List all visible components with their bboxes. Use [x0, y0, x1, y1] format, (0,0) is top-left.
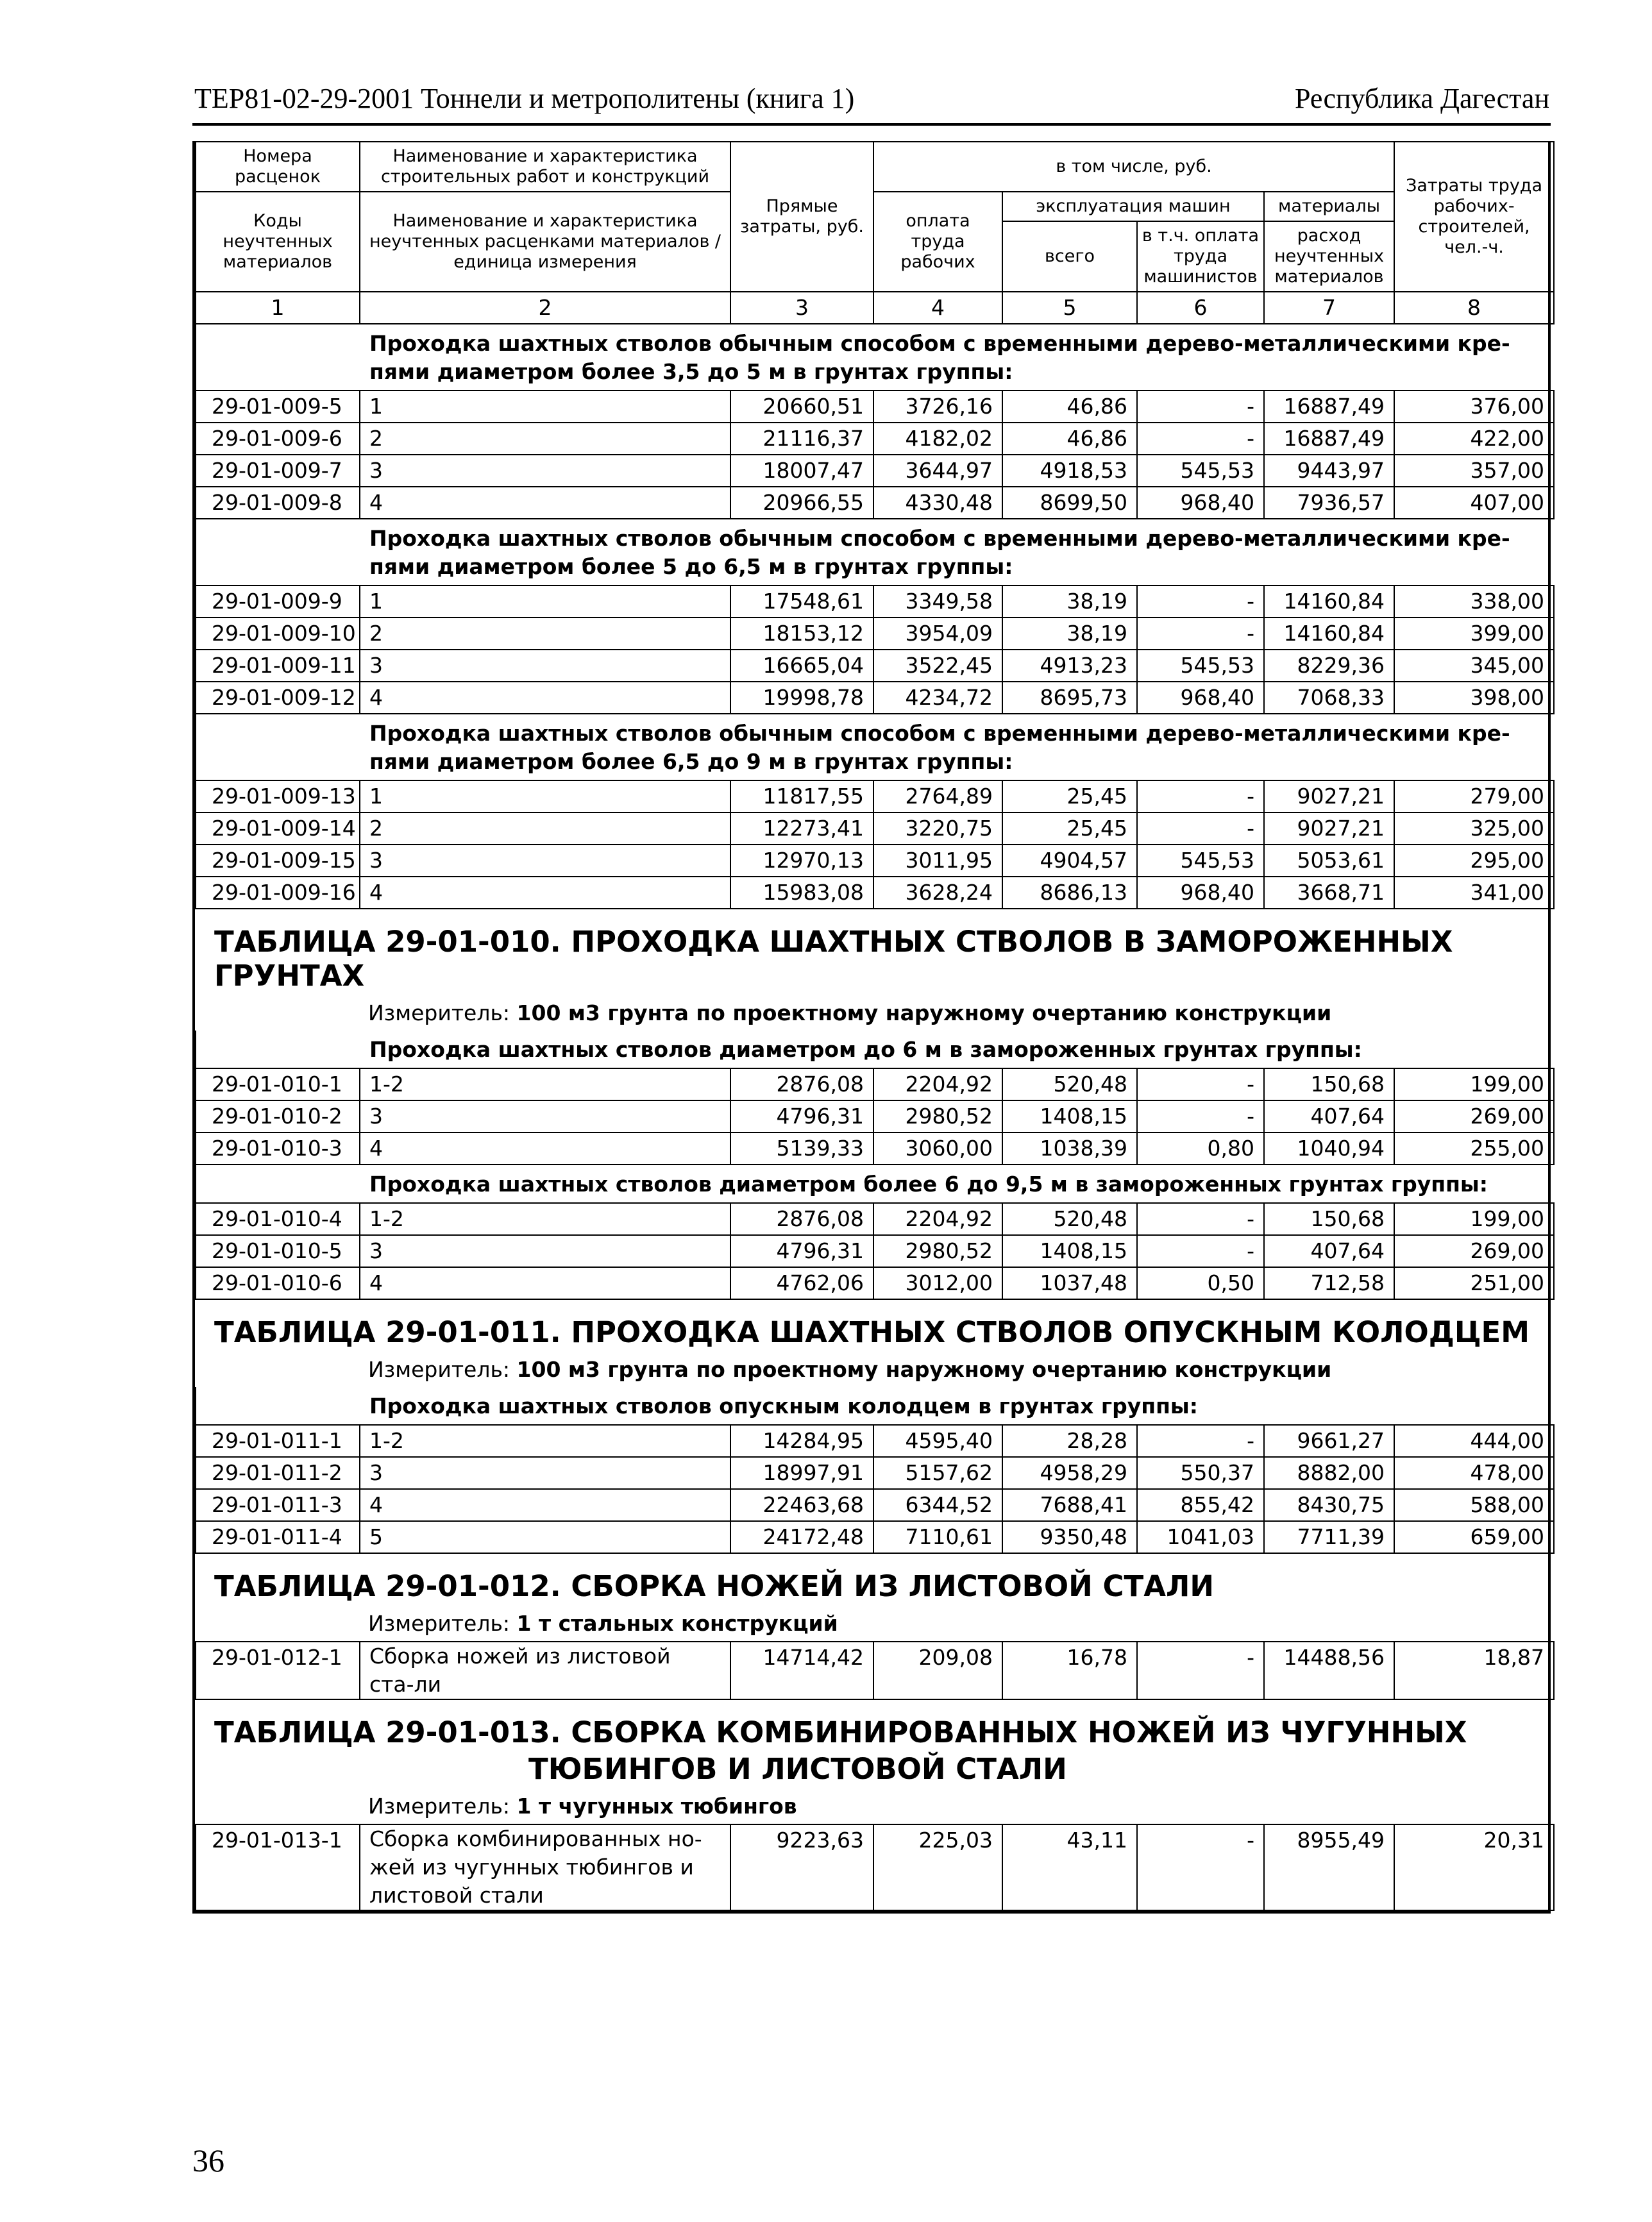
value-cell: 46,86 — [1002, 391, 1137, 423]
description-cell: 1 — [360, 585, 730, 618]
column-number: 6 — [1137, 292, 1264, 324]
rate-code-cell: 29-01-009-13 — [196, 780, 360, 812]
description-cell: 4 — [360, 682, 730, 714]
description-cell: 2 — [360, 618, 730, 650]
rate-code-cell: 29-01-011-4 — [196, 1521, 360, 1553]
value-cell: 46,86 — [1002, 423, 1137, 455]
value-cell: 7110,61 — [873, 1521, 1002, 1553]
table-013-title-line2: ТЮБИНГОВ И ЛИСТОВОЙ СТАЛИ — [528, 1752, 1067, 1786]
value-cell: 968,40 — [1137, 682, 1264, 714]
value-cell: 712,58 — [1264, 1267, 1394, 1299]
value-cell: 855,42 — [1137, 1489, 1264, 1521]
value-cell: 422,00 — [1394, 423, 1554, 455]
rate-code-cell: 29-01-009-6 — [196, 423, 360, 455]
rate-code-cell: 29-01-009-8 — [196, 487, 360, 519]
column-number: 4 — [873, 292, 1002, 324]
value-cell: 1408,15 — [1002, 1235, 1137, 1267]
value-cell: 295,00 — [1394, 845, 1554, 877]
document-body — [192, 141, 1551, 1914]
value-cell: 4595,40 — [873, 1425, 1002, 1457]
value-cell: 150,68 — [1264, 1068, 1394, 1100]
value-cell: 20966,55 — [730, 487, 873, 519]
value-cell: 0,80 — [1137, 1132, 1264, 1165]
section-heading: Проходка шахтных стволов обычным способом с временными дерево-металлическими кре-пями диаметром более 6,5 до 9 м в грунтах группы: — [195, 714, 1548, 780]
value-cell: 2764,89 — [873, 780, 1002, 812]
value-cell: 4796,31 — [730, 1100, 873, 1132]
header-rule — [192, 123, 1551, 126]
rate-code-cell: 29-01-009-15 — [196, 845, 360, 877]
table-row — [196, 1642, 1554, 1699]
value-cell: - — [1137, 585, 1264, 618]
value-cell: - — [1137, 1824, 1264, 1910]
col6-header: в т.ч. оплата труда машинистов — [1137, 221, 1264, 292]
value-cell: 8955,49 — [1264, 1824, 1394, 1910]
rate-code-cell: 29-01-009-5 — [196, 391, 360, 423]
rate-code-cell: 29-01-010-2 — [196, 1100, 360, 1132]
description-cell: 1 — [360, 780, 730, 812]
description-cell: 3 — [360, 1235, 730, 1267]
value-cell: 15983,08 — [730, 877, 873, 909]
value-cell: 17548,61 — [730, 585, 873, 618]
value-cell: 8430,75 — [1264, 1489, 1394, 1521]
value-cell: 376,00 — [1394, 391, 1554, 423]
value-cell: 2980,52 — [873, 1235, 1002, 1267]
description-cell: 3 — [360, 1100, 730, 1132]
table-013-title: ТАБЛИЦА 29-01-013. СБОРКА КОМБИНИРОВАННЫХ НОЖЕЙ ИЗ ЧУГУННЫХ — [214, 1715, 1467, 1749]
value-cell: 1408,15 — [1002, 1100, 1137, 1132]
table-row — [196, 1425, 1554, 1457]
section-heading: Проходка шахтных стволов диаметром до 6 м в замороженных грунтах группы: — [195, 1031, 1548, 1068]
column-number-row — [196, 292, 1554, 324]
table-010-measure: Измеритель: 100 м3 грунта по проектному наружному очертанию конструкции — [368, 1000, 1332, 1025]
value-cell: 1040,94 — [1264, 1132, 1394, 1165]
table-row — [196, 423, 1554, 455]
value-cell: 16887,49 — [1264, 391, 1394, 423]
materials-header: материалы — [1264, 192, 1394, 221]
value-cell: 444,00 — [1394, 1425, 1554, 1457]
value-cell: 16,78 — [1002, 1642, 1137, 1699]
table-row — [196, 1235, 1554, 1267]
rate-code-cell: 29-01-010-3 — [196, 1132, 360, 1165]
description-cell: 4 — [360, 1489, 730, 1521]
description-cell: 5 — [360, 1521, 730, 1553]
table-010-title: ТАБЛИЦА 29-01-010. ПРОХОДКА ШАХТНЫХ СТВОЛОВ В ЗАМОРОЖЕННЫХ ГРУНТАХ — [214, 925, 1453, 993]
rate-code-cell: 29-01-009-16 — [196, 877, 360, 909]
description-cell: 2 — [360, 423, 730, 455]
value-cell: 8882,00 — [1264, 1457, 1394, 1489]
value-cell: 2204,92 — [873, 1068, 1002, 1100]
description-cell: 4 — [360, 877, 730, 909]
value-cell: 520,48 — [1002, 1068, 1137, 1100]
value-cell: 12273,41 — [730, 812, 873, 845]
value-cell: 3349,58 — [873, 585, 1002, 618]
value-cell: 3522,45 — [873, 650, 1002, 682]
rate-code-cell: 29-01-010-4 — [196, 1203, 360, 1235]
table-bottom-rule — [192, 1911, 1551, 1914]
description-cell: 4 — [360, 1267, 730, 1299]
value-cell: 325,00 — [1394, 812, 1554, 845]
rate-code-cell: 29-01-011-1 — [196, 1425, 360, 1457]
value-cell: 38,19 — [1002, 585, 1137, 618]
table-row — [196, 845, 1554, 877]
section-heading: Проходка шахтных стволов обычным способом с временными дерево-металлическими кре-пями диаметром более 5 до 6,5 м в грунтах группы: — [195, 519, 1548, 585]
column-header-table — [195, 141, 1555, 324]
rate-code-cell: 29-01-012-1 — [196, 1642, 360, 1699]
description-cell: 3 — [360, 650, 730, 682]
value-cell: 407,00 — [1394, 487, 1554, 519]
value-cell: 588,00 — [1394, 1489, 1554, 1521]
table-011-measure: Измеритель: 100 м3 грунта по проектному наружному очертанию конструкции — [368, 1357, 1332, 1382]
value-cell: 150,68 — [1264, 1203, 1394, 1235]
value-cell: - — [1137, 1235, 1264, 1267]
col2-bottom-header: Наименование и характеристика неучтенных расценками материалов / единица измерения — [360, 192, 730, 292]
section-heading: Проходка шахтных стволов опускным колодцем в грунтах группы: — [195, 1387, 1548, 1424]
value-cell: 14488,56 — [1264, 1642, 1394, 1699]
value-cell: 9223,63 — [730, 1824, 873, 1910]
value-cell: 407,64 — [1264, 1235, 1394, 1267]
value-cell: 545,53 — [1137, 845, 1264, 877]
table-row — [196, 1521, 1554, 1553]
blocks-container — [195, 324, 1548, 909]
value-cell: 14284,95 — [730, 1425, 873, 1457]
table-row — [196, 682, 1554, 714]
value-cell: 269,00 — [1394, 1235, 1554, 1267]
value-cell: 545,53 — [1137, 455, 1264, 487]
table-row — [196, 877, 1554, 909]
value-cell: 550,37 — [1137, 1457, 1264, 1489]
value-cell: 20,31 — [1394, 1824, 1554, 1910]
value-cell: - — [1137, 812, 1264, 845]
value-cell: 255,00 — [1394, 1132, 1554, 1165]
value-cell: 3628,24 — [873, 877, 1002, 909]
column-number: 7 — [1264, 292, 1394, 324]
col3-header: Прямые затраты, руб. — [730, 142, 873, 292]
value-cell: 3012,00 — [873, 1267, 1002, 1299]
value-cell: 968,40 — [1137, 487, 1264, 519]
value-cell: 545,53 — [1137, 650, 1264, 682]
value-cell: 209,08 — [873, 1642, 1002, 1699]
rates-table — [195, 585, 1555, 714]
table-row — [196, 1100, 1554, 1132]
table-row — [196, 1267, 1554, 1299]
description-cell: 3 — [360, 1457, 730, 1489]
column-number: 3 — [730, 292, 873, 324]
value-cell: 338,00 — [1394, 585, 1554, 618]
value-cell: 399,00 — [1394, 618, 1554, 650]
value-cell: 407,64 — [1264, 1100, 1394, 1132]
value-cell: 279,00 — [1394, 780, 1554, 812]
col5-header: всего — [1002, 221, 1137, 292]
rate-code-cell: 29-01-010-6 — [196, 1267, 360, 1299]
value-cell: 659,00 — [1394, 1521, 1554, 1553]
table-row — [196, 1457, 1554, 1489]
description-cell: 1 — [360, 391, 730, 423]
rate-code-cell: 29-01-009-9 — [196, 585, 360, 618]
value-cell: - — [1137, 1100, 1264, 1132]
value-cell: 9027,21 — [1264, 812, 1394, 845]
table-row — [196, 391, 1554, 423]
value-cell: - — [1137, 423, 1264, 455]
value-cell: - — [1137, 391, 1264, 423]
description-cell: Сборка ножей из листовой ста-ли — [360, 1642, 730, 1699]
column-number: 8 — [1394, 292, 1554, 324]
table-row — [196, 1824, 1554, 1910]
running-header-title: ТЕР81-02-29-2001 Тоннели и метрополитены (книга 1) — [194, 83, 855, 114]
value-cell: 1037,48 — [1002, 1267, 1137, 1299]
table-012-measure: Измеритель: 1 т стальных конструкций — [368, 1611, 838, 1636]
rate-code-cell: 29-01-013-1 — [196, 1824, 360, 1910]
value-cell: 16887,49 — [1264, 423, 1394, 455]
rate-code-cell: 29-01-010-5 — [196, 1235, 360, 1267]
value-cell: 520,48 — [1002, 1203, 1137, 1235]
table-frame — [192, 141, 1551, 1911]
value-cell: 24172,48 — [730, 1521, 873, 1553]
table-011-title: ТАБЛИЦА 29-01-011. ПРОХОДКА ШАХТНЫХ СТВОЛОВ ОПУСКНЫМ КОЛОДЦЕМ — [214, 1315, 1530, 1349]
description-cell: 4 — [360, 487, 730, 519]
value-cell: 16665,04 — [730, 650, 873, 682]
value-cell: 4796,31 — [730, 1235, 873, 1267]
value-cell: 11817,55 — [730, 780, 873, 812]
value-cell: 341,00 — [1394, 877, 1554, 909]
col1-top-header: Номера расценок — [196, 142, 360, 192]
value-cell: 18,87 — [1394, 1642, 1554, 1699]
value-cell: 3954,09 — [873, 618, 1002, 650]
value-cell: 968,40 — [1137, 877, 1264, 909]
value-cell: 251,00 — [1394, 1267, 1554, 1299]
table-010-part2 — [195, 1202, 1555, 1300]
column-number: 5 — [1002, 292, 1137, 324]
value-cell: 21116,37 — [730, 423, 873, 455]
value-cell: 345,00 — [1394, 650, 1554, 682]
value-cell: 9027,21 — [1264, 780, 1394, 812]
value-cell: 4913,23 — [1002, 650, 1137, 682]
rate-code-cell: 29-01-009-11 — [196, 650, 360, 682]
table-011-rows — [195, 1424, 1555, 1554]
table-010-part1 — [195, 1068, 1555, 1165]
value-cell: 7711,39 — [1264, 1521, 1394, 1553]
column-number: 1 — [196, 292, 360, 324]
value-cell: 14160,84 — [1264, 585, 1394, 618]
rate-code-cell: 29-01-011-3 — [196, 1489, 360, 1521]
value-cell: 3644,97 — [873, 455, 1002, 487]
value-cell: - — [1137, 618, 1264, 650]
value-cell: 199,00 — [1394, 1203, 1554, 1235]
value-cell: 8695,73 — [1002, 682, 1137, 714]
rate-code-cell: 29-01-009-12 — [196, 682, 360, 714]
rate-code-cell: 29-01-009-14 — [196, 812, 360, 845]
table-013-measure: Измеритель: 1 т чугунных тюбингов — [368, 1794, 797, 1819]
value-cell: 4330,48 — [873, 487, 1002, 519]
value-cell: 4958,29 — [1002, 1457, 1137, 1489]
col8-header: Затраты труда рабочих-строителей, чел.-ч. — [1394, 142, 1554, 292]
value-cell: 3220,75 — [873, 812, 1002, 845]
value-cell: 3011,95 — [873, 845, 1002, 877]
value-cell: 1041,03 — [1137, 1521, 1264, 1553]
column-number: 2 — [360, 292, 730, 324]
table-row — [196, 1489, 1554, 1521]
value-cell: 14160,84 — [1264, 618, 1394, 650]
value-cell: 2876,08 — [730, 1068, 873, 1100]
value-cell: 8229,36 — [1264, 650, 1394, 682]
table-row — [196, 585, 1554, 618]
description-cell: 3 — [360, 455, 730, 487]
value-cell: 225,03 — [873, 1824, 1002, 1910]
value-cell: 5139,33 — [730, 1132, 873, 1165]
value-cell: 8686,13 — [1002, 877, 1137, 909]
description-cell: 3 — [360, 845, 730, 877]
value-cell: 357,00 — [1394, 455, 1554, 487]
value-cell: 9443,97 — [1264, 455, 1394, 487]
table-row — [196, 487, 1554, 519]
value-cell: 9350,48 — [1002, 1521, 1137, 1553]
table-row — [196, 1203, 1554, 1235]
value-cell: 7936,57 — [1264, 487, 1394, 519]
value-cell: 4182,02 — [873, 423, 1002, 455]
value-cell: 25,45 — [1002, 780, 1137, 812]
table-row — [196, 1068, 1554, 1100]
value-cell: 2876,08 — [730, 1203, 873, 1235]
running-header-region: Республика Дагестан — [1294, 83, 1549, 114]
table-row — [196, 650, 1554, 682]
value-cell: 398,00 — [1394, 682, 1554, 714]
description-cell: 1-2 — [360, 1425, 730, 1457]
value-cell: 1038,39 — [1002, 1132, 1137, 1165]
col2-top-header: Наименование и характеристика строительных работ и конструкций — [360, 142, 730, 192]
table-row — [196, 618, 1554, 650]
value-cell: 0,50 — [1137, 1267, 1264, 1299]
value-cell: 18997,91 — [730, 1457, 873, 1489]
value-cell: 14714,42 — [730, 1642, 873, 1699]
value-cell: 7688,41 — [1002, 1489, 1137, 1521]
rate-code-cell: 29-01-010-1 — [196, 1068, 360, 1100]
value-cell: 7068,33 — [1264, 682, 1394, 714]
value-cell: 3668,71 — [1264, 877, 1394, 909]
incl-header: в том числе, руб. — [873, 142, 1394, 192]
table-012-rows — [195, 1641, 1555, 1700]
rate-code-cell: 29-01-009-7 — [196, 455, 360, 487]
table-row — [196, 812, 1554, 845]
rates-table — [195, 780, 1555, 909]
value-cell: 5053,61 — [1264, 845, 1394, 877]
value-cell: 22463,68 — [730, 1489, 873, 1521]
value-cell: 3726,16 — [873, 391, 1002, 423]
value-cell: 19998,78 — [730, 682, 873, 714]
value-cell: 28,28 — [1002, 1425, 1137, 1457]
value-cell: 18007,47 — [730, 455, 873, 487]
value-cell: - — [1137, 1642, 1264, 1699]
value-cell: 3060,00 — [873, 1132, 1002, 1165]
value-cell: 2204,92 — [873, 1203, 1002, 1235]
col7-header: расход неучтенных материалов — [1264, 221, 1394, 292]
section-heading: Проходка шахтных стволов диаметром более 6 до 9,5 м в замороженных грунтах группы: — [195, 1165, 1548, 1202]
description-cell: 4 — [360, 1132, 730, 1165]
value-cell: 4762,06 — [730, 1267, 873, 1299]
value-cell: 18153,12 — [730, 618, 873, 650]
value-cell: 4234,72 — [873, 682, 1002, 714]
value-cell: 5157,62 — [873, 1457, 1002, 1489]
machines-header: эксплуатация машин — [1002, 192, 1264, 221]
value-cell: 6344,52 — [873, 1489, 1002, 1521]
table-row — [196, 780, 1554, 812]
value-cell: 9661,27 — [1264, 1425, 1394, 1457]
value-cell: 4918,53 — [1002, 455, 1137, 487]
section-heading: Проходка шахтных стволов обычным способом с временными дерево-металлическими кре-пями диаметром более 3,5 до 5 м в грунтах группы: — [195, 324, 1548, 390]
description-cell: 1-2 — [360, 1203, 730, 1235]
value-cell: 2980,52 — [873, 1100, 1002, 1132]
table-012-title: ТАБЛИЦА 29-01-012. СБОРКА НОЖЕЙ ИЗ ЛИСТОВОЙ СТАЛИ — [214, 1569, 1215, 1603]
value-cell: 38,19 — [1002, 618, 1137, 650]
description-cell: 2 — [360, 812, 730, 845]
rate-code-cell: 29-01-011-2 — [196, 1457, 360, 1489]
page-number: 36 — [192, 2142, 224, 2178]
value-cell: - — [1137, 1425, 1264, 1457]
col4-header: оплата труда рабочих — [873, 192, 1002, 292]
value-cell: 478,00 — [1394, 1457, 1554, 1489]
rate-code-cell: 29-01-009-10 — [196, 618, 360, 650]
value-cell: 199,00 — [1394, 1068, 1554, 1100]
value-cell: 20660,51 — [730, 391, 873, 423]
table-row — [196, 1132, 1554, 1165]
value-cell: 8699,50 — [1002, 487, 1137, 519]
value-cell: 25,45 — [1002, 812, 1137, 845]
rates-table — [195, 390, 1555, 519]
description-cell: Сборка комбинированных но-жей из чугунных тюбингов и листовой стали — [360, 1824, 730, 1910]
value-cell: - — [1137, 780, 1264, 812]
table-row — [196, 455, 1554, 487]
description-cell: 1-2 — [360, 1068, 730, 1100]
value-cell: 269,00 — [1394, 1100, 1554, 1132]
table-013-rows — [195, 1824, 1555, 1911]
value-cell: 12970,13 — [730, 845, 873, 877]
value-cell: 4904,57 — [1002, 845, 1137, 877]
col1-bottom-header: Коды неучтенных материалов — [196, 192, 360, 292]
value-cell: - — [1137, 1068, 1264, 1100]
value-cell: 43,11 — [1002, 1824, 1137, 1910]
value-cell: - — [1137, 1203, 1264, 1235]
